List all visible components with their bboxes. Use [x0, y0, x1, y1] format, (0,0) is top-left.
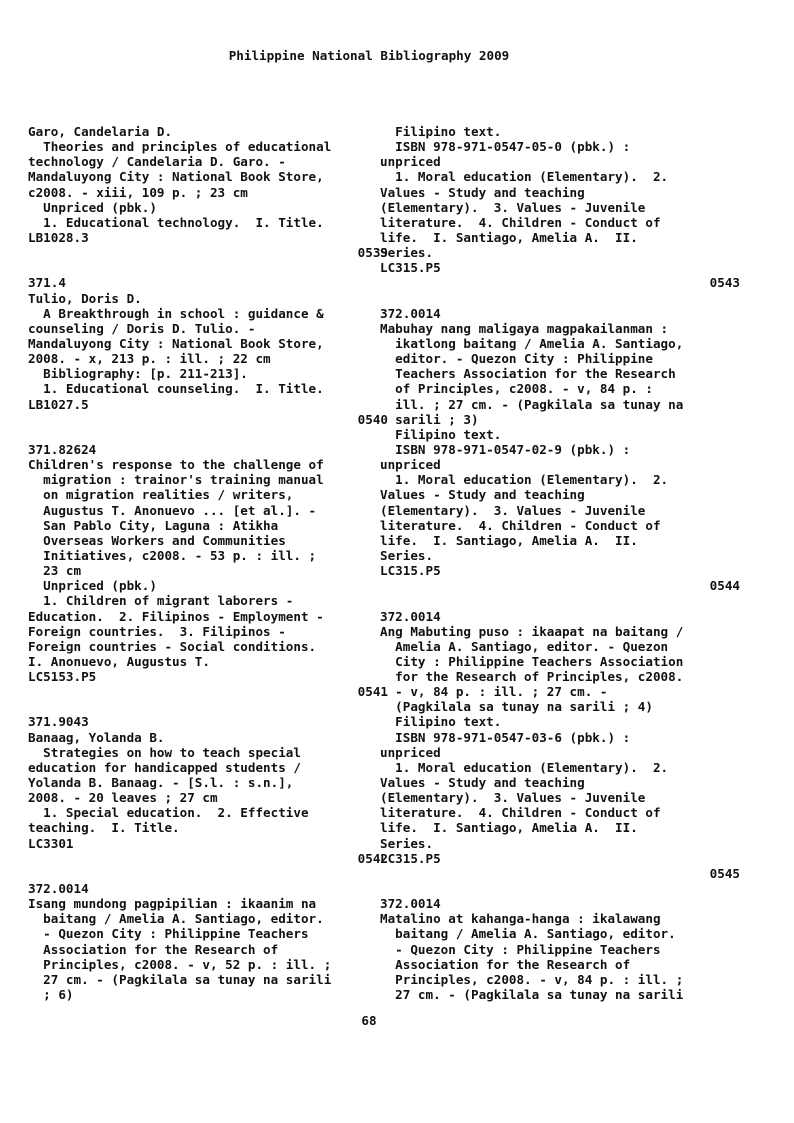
entry-line: LB1028.3 — [28, 229, 89, 245]
entry-line: Banaag, Yolanda B. — [28, 729, 165, 745]
entry-line: - Quezon City : Philippine Teachers — [28, 926, 309, 942]
entry-line: Teachers Association for the Research — [380, 366, 676, 382]
entry-number: 0543 — [709, 275, 740, 291]
entry-line: Isang mundong pagpipilian : ikaanim na — [28, 896, 317, 912]
entry-line: ; 6) — [28, 987, 74, 1003]
entry-number: 0545 — [709, 865, 740, 881]
entry-separator — [380, 593, 740, 608]
entry-line: 1. Educational counseling. I. Title. — [28, 381, 324, 397]
entry-line: baitang / Amelia A. Santiago, editor. — [380, 926, 676, 942]
entry-line: Series. — [380, 547, 434, 563]
entry-line: 372.0014 — [380, 896, 441, 912]
entry-line: 1. Special education. 2. Effective — [28, 805, 309, 821]
entry-line: education for handicapped students / — [28, 759, 301, 775]
entry-line: Association for the Research of — [380, 956, 631, 972]
entry-line: San Pablo City, Laguna : Atikha — [28, 517, 279, 533]
bibliography-entry — [380, 124, 740, 291]
entry-line: Strategies on how to teach special — [28, 744, 301, 760]
entry-line: ikatlong baitang / Amelia A. Santiago, — [380, 335, 684, 351]
entry-line: Values - Study and teaching — [380, 487, 585, 503]
entry-line: baitang / Amelia A. Santiago, editor. — [28, 911, 324, 927]
entry-line: I. Anonuevo, Augustus T. — [28, 653, 210, 669]
entry-line: 372.0014 — [28, 881, 89, 897]
entry-line: for the Research of Principles, c2008. — [380, 669, 684, 685]
bibliography-entry — [380, 306, 740, 594]
entry-line: Overseas Workers and Communities — [28, 532, 286, 548]
entry-line: Mandaluyong City : National Book Store, — [28, 335, 324, 351]
entry-line: 371.82624 — [28, 441, 97, 457]
entry-line: Series. — [380, 835, 434, 851]
entry-line: - v, 84 p. : ill. ; 27 cm. - — [380, 684, 608, 700]
entry-line: 1. Educational technology. I. Title. — [28, 214, 324, 230]
bibliography-entry — [28, 275, 388, 426]
entry-line: ISBN 978-971-0547-02-9 (pbk.) : — [380, 441, 631, 457]
entry-line: Foreign countries. 3. Filipinos - — [28, 623, 286, 639]
entry-line: migration : trainor's training manual — [28, 472, 324, 488]
entry-line: Filipino text. — [380, 426, 502, 442]
bibliography-entry — [28, 442, 388, 699]
entry-line: Matalino at kahanga-hanga : ikalawang — [380, 911, 661, 927]
entry-line: 1. Children of migrant laborers - — [28, 593, 294, 609]
entry-line: Mandaluyong City : National Book Store, — [28, 169, 324, 185]
entry-line: Filipino text. — [380, 714, 502, 730]
entry-line: literature. 4. Children - Conduct of — [380, 517, 661, 533]
entry-line: Mabuhay nang maligaya magpakailanman : — [380, 320, 669, 336]
bibliography-entry — [28, 881, 388, 1002]
entry-line: Garo, Candelaria D. — [28, 124, 173, 139]
entry-line: 1. Moral education (Elementary). 2. — [380, 759, 669, 775]
entry-line: Filipino text. — [380, 124, 502, 139]
bibliography-entry — [28, 714, 388, 865]
entry-line: Theories and principles of educational — [28, 139, 332, 155]
bibliography-entry — [380, 896, 740, 1002]
entry-line: life. I. Santiago, Amelia A. II. — [380, 820, 638, 836]
entry-line: LC315.P5 — [380, 563, 441, 579]
entry-separator — [380, 291, 740, 306]
entry-line: literature. 4. Children - Conduct of — [380, 805, 661, 821]
entry-line: ISBN 978-971-0547-03-6 (pbk.) : — [380, 729, 631, 745]
entry-number: 0542 — [357, 850, 388, 866]
entry-separator — [28, 866, 388, 881]
entry-line: Unpriced (pbk.) — [28, 199, 157, 215]
entry-line: (Elementary). 3. Values - Juvenile — [380, 502, 646, 518]
entry-line: Series. — [380, 245, 434, 261]
entry-line: counseling / Doris D. Tulio. - — [28, 320, 256, 336]
entry-line: editor. - Quezon City : Philippine — [380, 351, 653, 367]
entry-line: LC5153.P5 — [28, 669, 97, 685]
entry-line: Initiatives, c2008. - 53 p. : ill. ; — [28, 547, 317, 563]
page-number: 68 — [361, 1013, 377, 1028]
entry-line: Ang Mabuting puso : ikaapat na baitang / — [380, 623, 684, 639]
entry-line: Principles, c2008. - v, 84 p. : ill. ; — [380, 971, 684, 987]
entry-line: LC315.P5 — [380, 850, 441, 866]
entry-line: Amelia A. Santiago, editor. - Quezon — [380, 638, 669, 654]
entry-line: Bibliography: [p. 211-213]. — [28, 366, 248, 382]
entry-line: - Quezon City : Philippine Teachers — [380, 941, 661, 957]
right-column — [380, 124, 740, 1002]
entry-line: Children's response to the challenge of — [28, 457, 324, 473]
left-column — [28, 124, 388, 1002]
entry-line: Yolanda B. Banaag. - [S.l. : s.n.], — [28, 775, 294, 791]
entry-line: unpriced — [380, 457, 441, 473]
entry-line: ISBN 978-971-0547-05-0 (pbk.) : — [380, 139, 631, 155]
entry-separator — [380, 881, 740, 896]
bibliography-entry — [28, 124, 388, 260]
entry-line: unpriced — [380, 154, 441, 170]
entry-line: 23 cm — [28, 563, 82, 579]
entry-number: 0541 — [357, 684, 388, 700]
entry-line: c2008. - xiii, 109 p. ; 23 cm — [28, 184, 248, 200]
entry-line: LC3301 — [28, 835, 74, 851]
entry-line: teaching. I. Title. — [28, 820, 180, 836]
entry-line: Principles, c2008. - v, 52 p. : ill. ; — [28, 956, 332, 972]
entry-line: LC315.P5 — [380, 260, 441, 276]
entry-line: literature. 4. Children - Conduct of — [380, 214, 661, 230]
entry-line: 371.9043 — [28, 714, 89, 730]
entry-line: unpriced — [380, 744, 441, 760]
entry-line: Values - Study and teaching — [380, 775, 585, 791]
entry-number: 0544 — [709, 578, 740, 594]
entry-number: 0539 — [357, 245, 388, 261]
entry-line: Education. 2. Filipinos - Employment - — [28, 608, 324, 624]
entry-line: A Breakthrough in school : guidance & — [28, 305, 324, 321]
entry-line: (Elementary). 3. Values - Juvenile — [380, 199, 646, 215]
entry-line: Unpriced (pbk.) — [28, 578, 157, 594]
entry-line: 371.4 — [28, 275, 66, 291]
entry-line: 1. Moral education (Elementary). 2. — [380, 472, 669, 488]
bibliography-entry — [380, 609, 740, 882]
entry-line: Values - Study and teaching — [380, 184, 585, 200]
entry-line: Foreign countries - Social conditions. — [28, 638, 317, 654]
entry-line: life. I. Santiago, Amelia A. II. — [380, 229, 638, 245]
entry-line: 1. Moral education (Elementary). 2. — [380, 169, 669, 185]
entry-line: sarili ; 3) — [380, 411, 479, 427]
entry-line: Association for the Research of — [28, 941, 279, 957]
entry-separator — [28, 699, 388, 714]
entry-line: 2008. - 20 leaves ; 27 cm — [28, 790, 218, 806]
entry-line: 27 cm. - (Pagkilala sa tunay na sarili — [380, 987, 684, 1003]
entry-line: (Elementary). 3. Values - Juvenile — [380, 790, 646, 806]
entry-line: technology / Candelaria D. Garo. - — [28, 154, 286, 170]
entry-line: life. I. Santiago, Amelia A. II. — [380, 532, 638, 548]
entry-line: Augustus T. Anonuevo ... [et al.]. - — [28, 502, 317, 518]
entry-separator — [28, 427, 388, 442]
entry-line: 372.0014 — [380, 305, 441, 321]
entry-line: on migration realities / writers, — [28, 487, 294, 503]
entry-number: 0540 — [357, 411, 388, 427]
entry-line: (Pagkilala sa tunay na sarili ; 4) — [380, 699, 653, 715]
page-header-title: Philippine National Bibliography 2009 — [228, 48, 510, 63]
entry-line: City : Philippine Teachers Association — [380, 653, 684, 669]
entry-line: ill. ; 27 cm. - (Pagkilala sa tunay na — [380, 396, 684, 412]
entry-line: LB1027.5 — [28, 396, 89, 412]
entry-separator — [28, 260, 388, 275]
entry-line: 372.0014 — [380, 608, 441, 624]
entry-line: of Principles, c2008. - v, 84 p. : — [380, 381, 653, 397]
entry-line: 2008. - x, 213 p. : ill. ; 22 cm — [28, 351, 271, 367]
entry-line: 27 cm. - (Pagkilala sa tunay na sarili — [28, 971, 332, 987]
entry-line: Tulio, Doris D. — [28, 290, 142, 306]
